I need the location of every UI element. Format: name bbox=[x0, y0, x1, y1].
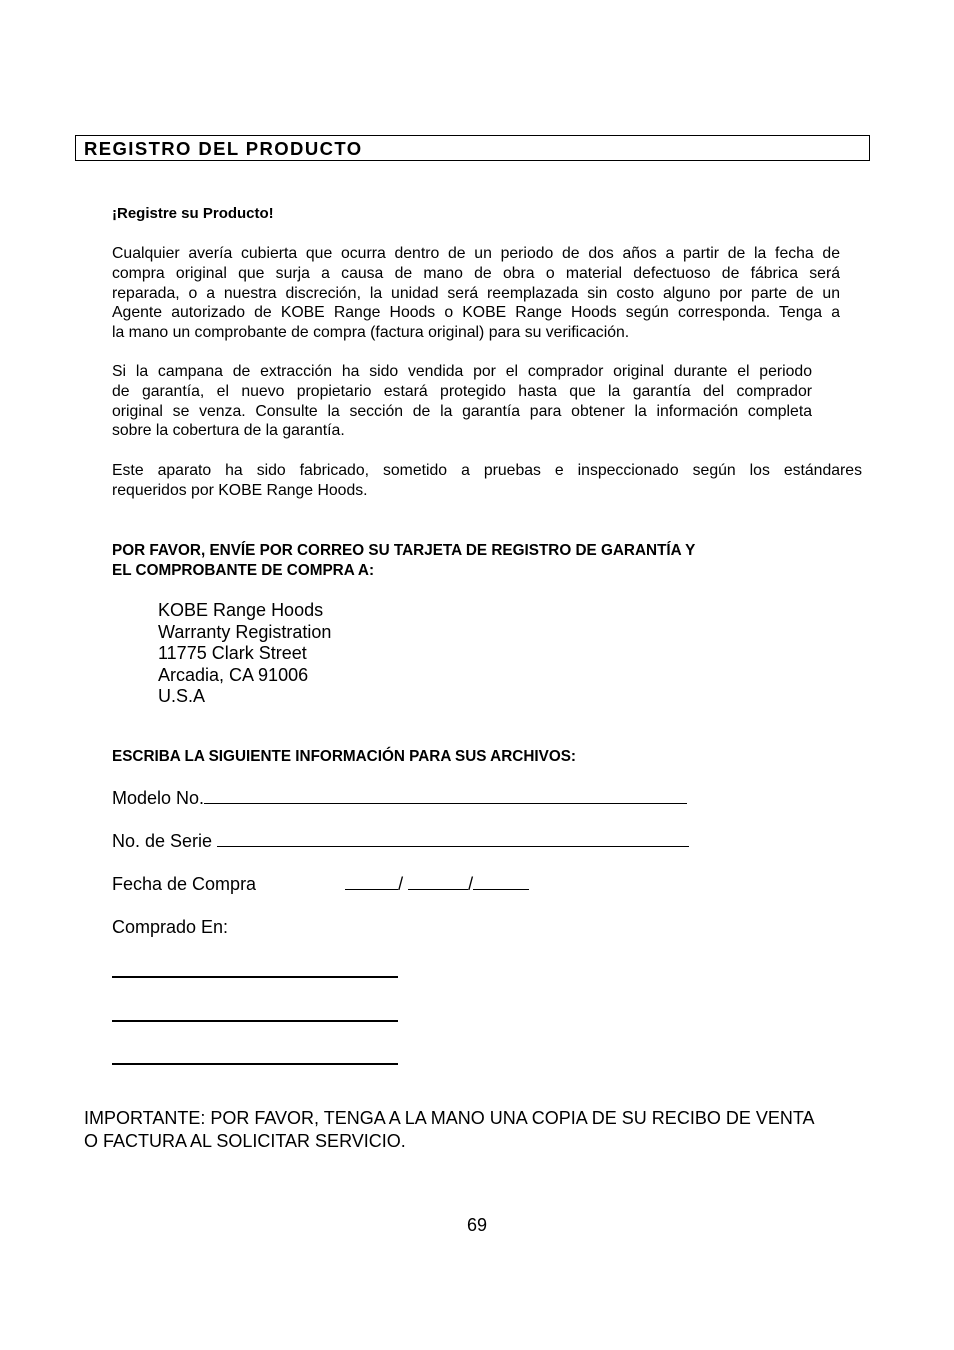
purchase-date-label: Fecha de Compra bbox=[112, 874, 257, 894]
address-line: U.S.A bbox=[158, 686, 206, 707]
address-line: 11775 Clark Street bbox=[158, 643, 307, 664]
section-title: REGISTRO DEL PRODUCTO bbox=[84, 138, 363, 159]
address-line: Arcadia, CA 91006 bbox=[158, 664, 309, 685]
paragraph-line: la mano un comprobante de compra (factura original) para su verificación. bbox=[112, 324, 630, 342]
paragraph-line: Cualquier avería cubierta que ocurra dentro de un periodo de dos años a partir de la fecha de bbox=[112, 245, 840, 262]
important-line: O FACTURA AL SOLICITAR SERVICIO. bbox=[84, 1130, 406, 1151]
purchased-at-blank-1[interactable] bbox=[112, 976, 398, 978]
transfer-paragraph bbox=[112, 362, 812, 441]
section-header-box bbox=[75, 135, 870, 161]
mail-heading-line: POR FAVOR, ENVÍE POR CORREO SU TARJETA DE REGISTRO DE GARANTÍA Y bbox=[112, 542, 696, 559]
purchase-date-month-blank[interactable] bbox=[345, 874, 398, 890]
date-separator: / bbox=[468, 874, 474, 894]
purchase-date-year-blank[interactable] bbox=[473, 874, 529, 890]
records-heading: ESCRIBA LA SIGUIENTE INFORMACIÓN PARA SUS ARCHIVOS: bbox=[112, 748, 577, 765]
model-number-label: Modelo No. bbox=[112, 788, 205, 808]
purchased-at-field bbox=[112, 916, 228, 938]
purchased-at-blank-2[interactable] bbox=[112, 1020, 398, 1022]
serial-number-field bbox=[112, 830, 689, 852]
purchase-date-field bbox=[112, 873, 529, 895]
paragraph-line: de garantía, el nuevo propietario estará protegido hasta que la garantía del comprador bbox=[112, 382, 812, 400]
paragraph-line: original se venza. Consulte la sección de la garantía para obtener la información completa bbox=[112, 402, 812, 420]
model-number-blank[interactable] bbox=[204, 788, 687, 804]
paragraph-line: Si la campana de extracción ha sido vendida por el comprador original durante el periodo bbox=[112, 363, 812, 380]
purchased-at-label: Comprado En: bbox=[112, 917, 229, 937]
serial-number-blank[interactable] bbox=[217, 831, 689, 847]
paragraph-line: sobre la cobertura de la garantía. bbox=[112, 422, 345, 440]
address-line: Warranty Registration bbox=[158, 621, 332, 642]
paragraph-line: reparada, o a nuestra discreción, la unidad será reemplazada sin costo alguno por parte de un bbox=[112, 284, 840, 302]
mail-heading-line: EL COMPROBANTE DE COMPRA A: bbox=[112, 562, 375, 579]
paragraph-line: Este aparato ha sido fabricado, sometido a pruebas e inspeccionado según los estándares bbox=[112, 462, 862, 479]
paragraph-line: requeridos por KOBE Range Hoods. bbox=[112, 481, 368, 499]
mailing-address bbox=[158, 600, 331, 708]
coverage-paragraph bbox=[112, 244, 840, 343]
paragraph-line: compra original que surja a causa de mano de obra o material defectuoso de fábrica será bbox=[112, 264, 840, 282]
purchase-date-day-blank[interactable] bbox=[408, 874, 468, 890]
mail-heading bbox=[112, 541, 695, 581]
purchased-at-blank-3[interactable] bbox=[112, 1063, 398, 1065]
address-line: KOBE Range Hoods bbox=[158, 600, 324, 620]
important-note bbox=[84, 1107, 874, 1152]
paragraph-line: Agente autorizado de KOBE Range Hoods o KOBE Range Hoods según corresponda. Tenga a bbox=[112, 304, 840, 322]
model-number-field bbox=[112, 787, 687, 809]
page-number: 69 bbox=[466, 1215, 488, 1235]
standards-paragraph bbox=[112, 461, 862, 501]
serial-number-label: No. de Serie bbox=[112, 831, 213, 851]
date-separator: / bbox=[398, 874, 404, 894]
register-heading: ¡Registre su Producto! bbox=[112, 205, 274, 222]
important-line: IMPORTANTE: POR FAVOR, TENGA A LA MANO UNA COPIA DE SU RECIBO DE VENTA bbox=[84, 1108, 815, 1128]
